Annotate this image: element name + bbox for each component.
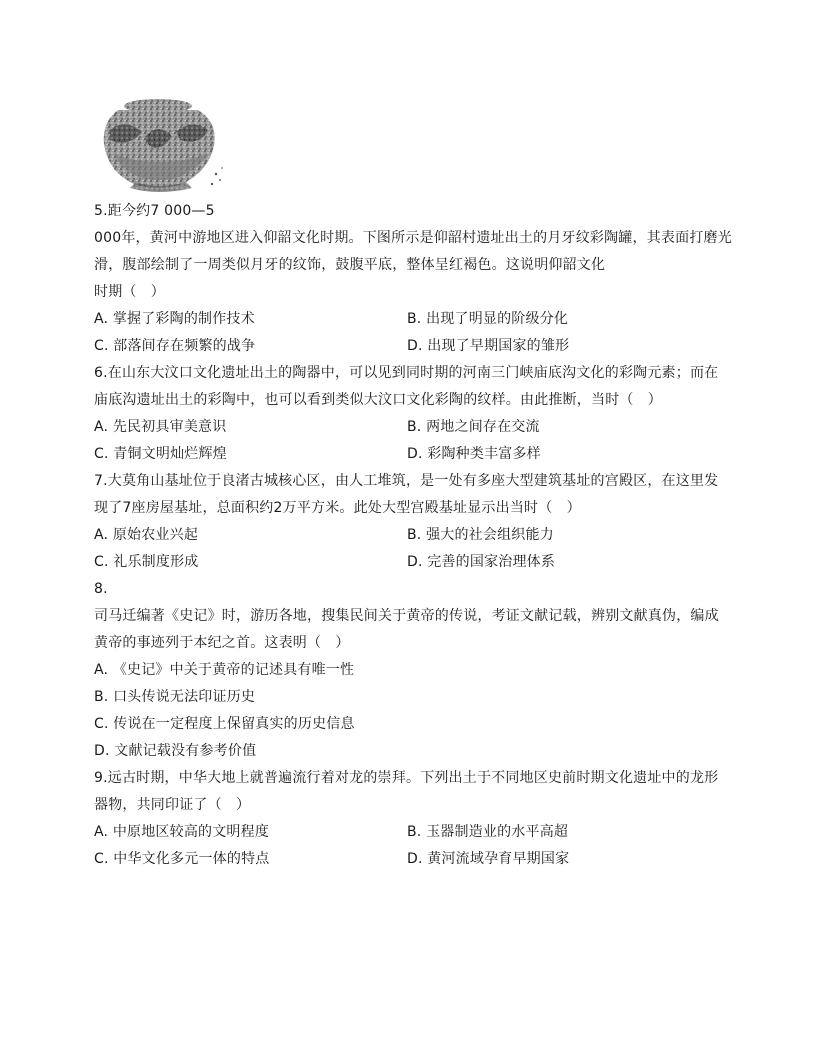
q7-line-2: 现了7座房屋基址，总面积约2万平方米。此处大型宫殿基址显示出当时（ ） [94,500,581,516]
q9-option-c[interactable]: C. 中华文化多元一体的特点 [94,851,270,867]
q8-line-1: 司马迁编著《史记》时，游历各地，搜集民间关于黄帝的传说，考证文献记载，辨别文献真伪，编成 [94,608,719,624]
q5-option-c[interactable]: C. 部落间存在频繁的战争 [94,338,256,354]
q8-number: 8. [94,581,108,597]
q9-options-row-1 [94,819,724,846]
q5-line-2: 000年，黄河中游地区进入仰韶文化时期。下图所示是仰韶村遗址出土的月牙纹彩陶罐，其表面打磨光 [94,230,732,246]
q7-options-row-2 [94,549,724,576]
q5-line-1: 5.距今约7 000—5 [94,203,215,219]
q5-options-row-2 [94,333,724,360]
q5-option-b[interactable]: B. 出现了明显的阶级分化 [407,311,569,327]
q5-line-3: 滑，腹部绘制了一周类似月牙的纹饰，鼓腹平底，整体呈红褐色。这说明仰韶文化 [94,257,606,273]
q6-line-1: 6.在山东大汶口文化遗址出土的陶器中，可以见到同时期的河南三门峡庙底沟文化的彩陶元素；而在 [94,365,719,381]
q8-option-c[interactable]: C. 传说在一定程度上保留真实的历史信息 [94,716,355,732]
q6-option-c[interactable]: C. 青铜文明灿烂辉煌 [94,446,227,462]
q6-option-a[interactable]: A. 先民初具审美意识 [94,419,227,435]
q6-option-d[interactable]: D. 彩陶种类丰富多样 [407,446,541,462]
q9-line-2: 器物，共同印证了（ ） [94,797,251,813]
q7-options-row-1 [94,522,724,549]
q7-option-d[interactable]: D. 完善的国家治理体系 [407,554,556,570]
q6-option-b[interactable]: B. 两地之间存在交流 [407,419,540,435]
q8-option-d[interactable]: D. 文献记载没有参考价值 [94,743,257,759]
q7-option-b[interactable]: B. 强大的社会组织能力 [407,527,554,543]
q9-line-1: 9.远古时期，中华大地上就普遍流行着对龙的崇拜。下列出土于不同地区史前时期文化遗址中的龙形 [94,770,719,786]
q9-option-a[interactable]: A. 中原地区较高的文明程度 [94,824,270,840]
q7-option-a[interactable]: A. 原始农业兴起 [94,527,199,543]
painted-pottery-jar-photo [96,96,226,194]
q6-options-row-2 [94,441,724,468]
q8-option-b[interactable]: B. 口头传说无法印证历史 [94,689,256,705]
q6-line-2: 庙底沟遗址出土的彩陶中，也可以看到类似大汶口文化彩陶的纹样。由此推断，当时（ ） [94,392,662,408]
q9-options-row-2 [94,846,724,873]
q6-options-row-1 [94,414,724,441]
q5-line-4: 时期（ ） [94,284,165,300]
q7-option-c[interactable]: C. 礼乐制度形成 [94,554,199,570]
q9-option-d[interactable]: D. 黄河流域孕育早期国家 [407,851,570,867]
q8-option-a[interactable]: A. 《史记》中关于黄帝的记述具有唯一性 [94,662,355,678]
question-list [94,198,732,873]
q9-option-b[interactable]: B. 玉器制造业的水平高超 [407,824,569,840]
q7-line-1: 7.大莫角山基址位于良渚古城核心区，由人工堆筑，是一处有多座大型建筑基址的宫殿区，在这里发 [94,473,719,489]
q5-option-d[interactable]: D. 出现了早期国家的雏形 [407,338,570,354]
q5-option-a[interactable]: A. 掌握了彩陶的制作技术 [94,311,255,327]
q5-options-row-1 [94,306,724,333]
q8-line-2: 黄帝的事迹列于本纪之首。这表明（ ） [94,635,350,651]
